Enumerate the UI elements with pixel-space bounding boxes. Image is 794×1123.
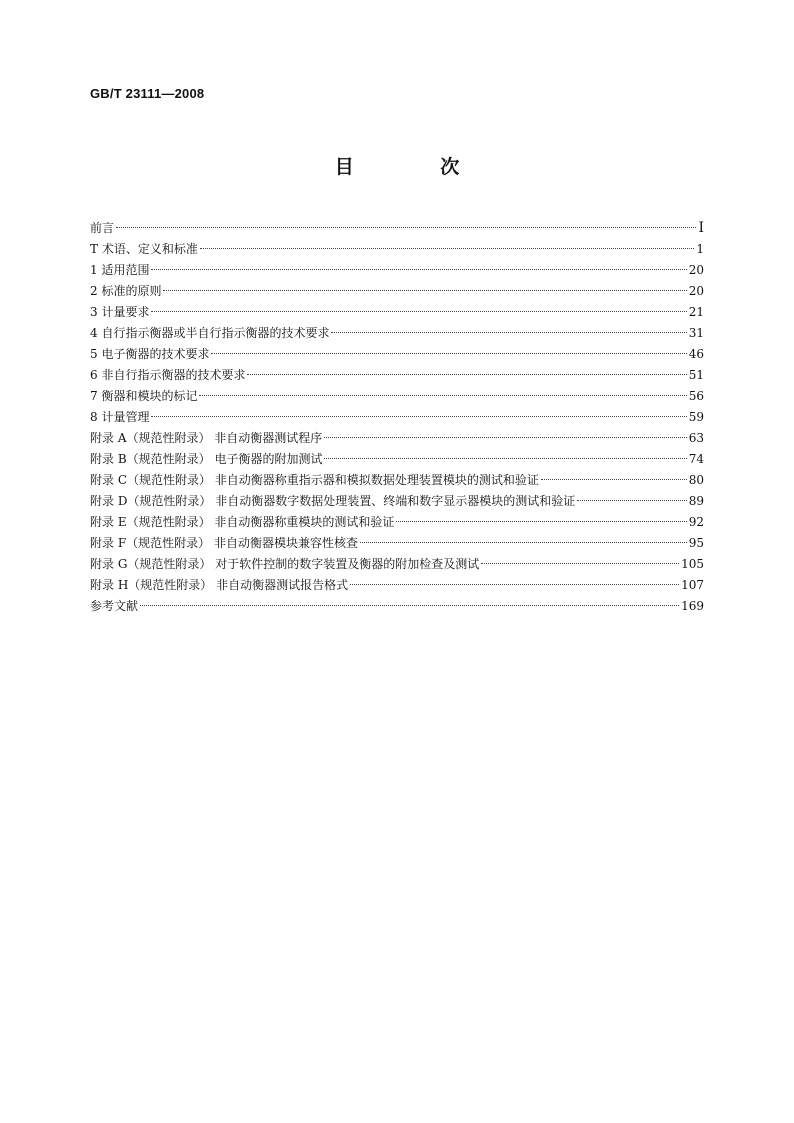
toc-entry-page-number: 20 [688,263,704,277]
toc-entry-label: 7 衡器和模块的标记 [90,389,198,403]
toc-dot-leader [151,269,686,270]
toc-dot-leader [324,437,686,438]
toc-dot-leader [247,374,686,375]
toc-entry-page-number: 95 [688,536,704,550]
toc-entry-label: 附录 A（规范性附录） 非自动衡器测试程序 [90,431,323,445]
toc-entry-label: 2 标准的原则 [90,284,162,298]
toc-entry[interactable] [90,407,704,428]
toc-entry-label: 附录 C（规范性附录） 非自动衡器称重指示器和模拟数据处理装置模块的测试和验证 [90,473,539,487]
toc-dot-leader [151,416,686,417]
toc-entry-label: 附录 B（规范性附录） 电子衡器的附加测试 [90,452,323,466]
toc-dot-leader [140,605,679,606]
toc-entry-label: 8 计量管理 [90,410,150,424]
toc-entry-page-number: 56 [688,389,704,403]
toc-entry-label: 附录 D（规范性附录） 非自动衡器数字数据处理装置、终端和数字显示器模块的测试和验证 [90,494,576,508]
toc-entry[interactable] [90,596,704,617]
toc-entry-page-number: 51 [688,368,704,382]
toc-entry-label: 前言 [90,221,115,235]
toc-entry[interactable] [90,428,704,449]
toc-entry-page-number: 46 [688,347,704,361]
toc-dot-leader [163,290,686,291]
toc-entry-label: 6 非自行指示衡器的技术要求 [90,368,246,382]
toc-entry-page-number: 89 [688,494,704,508]
toc-dot-leader [541,479,687,480]
toc-dot-leader [331,332,686,333]
toc-entry-page-number: 105 [681,557,704,571]
toc-entry-page-number: Ⅰ [698,220,704,236]
toc-entry[interactable] [90,239,704,260]
toc-entry[interactable] [90,575,704,596]
toc-entry-page-number: 1 [696,242,704,256]
toc-entry-page-number: 59 [688,410,704,424]
toc-entry-page-number: 21 [688,305,704,319]
toc-entry-page-number: 31 [688,326,704,340]
toc-entry-label: 附录 F（规范性附录） 非自动衡器模块兼容性核查 [90,536,358,550]
toc-dot-leader [350,584,679,585]
toc-entry[interactable] [90,449,704,470]
toc-dot-leader [481,563,679,564]
toc-entry-page-number: 92 [688,515,704,529]
toc-entry[interactable] [90,491,704,512]
toc-entry-page-number: 74 [688,452,704,466]
toc-entry[interactable] [90,302,704,323]
toc-dot-leader [360,542,687,543]
toc-entry-label: 1 适用范围 [90,263,150,277]
toc-entry[interactable] [90,512,704,533]
toc-entry[interactable] [90,365,704,386]
toc-entry[interactable] [90,218,704,239]
toc-dot-leader [151,311,686,312]
toc-entry[interactable] [90,470,704,491]
toc-entry-page-number: 63 [688,431,704,445]
toc-entry[interactable] [90,533,704,554]
toc-dot-leader [116,227,696,228]
toc-entry[interactable] [90,344,704,365]
toc-entry[interactable] [90,323,704,344]
toc-entry-page-number: 169 [681,599,704,613]
toc-entry-page-number: 20 [688,284,704,298]
toc-dot-leader [211,353,686,354]
page-title: 目 次 [334,156,500,178]
toc-entry[interactable] [90,281,704,302]
toc-entry-label: T 术语、定义和标准 [90,242,198,256]
table-of-contents [90,218,704,617]
toc-entry[interactable] [90,554,704,575]
toc-dot-leader [324,458,686,459]
toc-entry[interactable] [90,260,704,281]
toc-entry-page-number: 80 [688,473,704,487]
toc-entry-label: 附录 H（规范性附录） 非自动衡器测试报告格式 [90,578,349,592]
toc-entry[interactable] [90,386,704,407]
toc-dot-leader [396,521,686,522]
standard-code: GB/T 23111—2008 [90,86,205,101]
toc-entry-label: 参考文献 [90,599,139,613]
toc-entry-label: 附录 E（规范性附录） 非自动衡器称重模块的测试和验证 [90,515,395,529]
toc-entry-label: 3 计量要求 [90,305,150,319]
toc-entry-label: 附录 G（规范性附录） 对于软件控制的数字装置及衡器的附加检查及测试 [90,557,480,571]
toc-dot-leader [199,395,686,396]
toc-dot-leader [577,500,686,501]
toc-entry-label: 5 电子衡器的技术要求 [90,347,210,361]
toc-entry-page-number: 107 [681,578,704,592]
toc-entry-label: 4 自行指示衡器或半自行指示衡器的技术要求 [90,326,330,340]
toc-dot-leader [200,248,695,249]
